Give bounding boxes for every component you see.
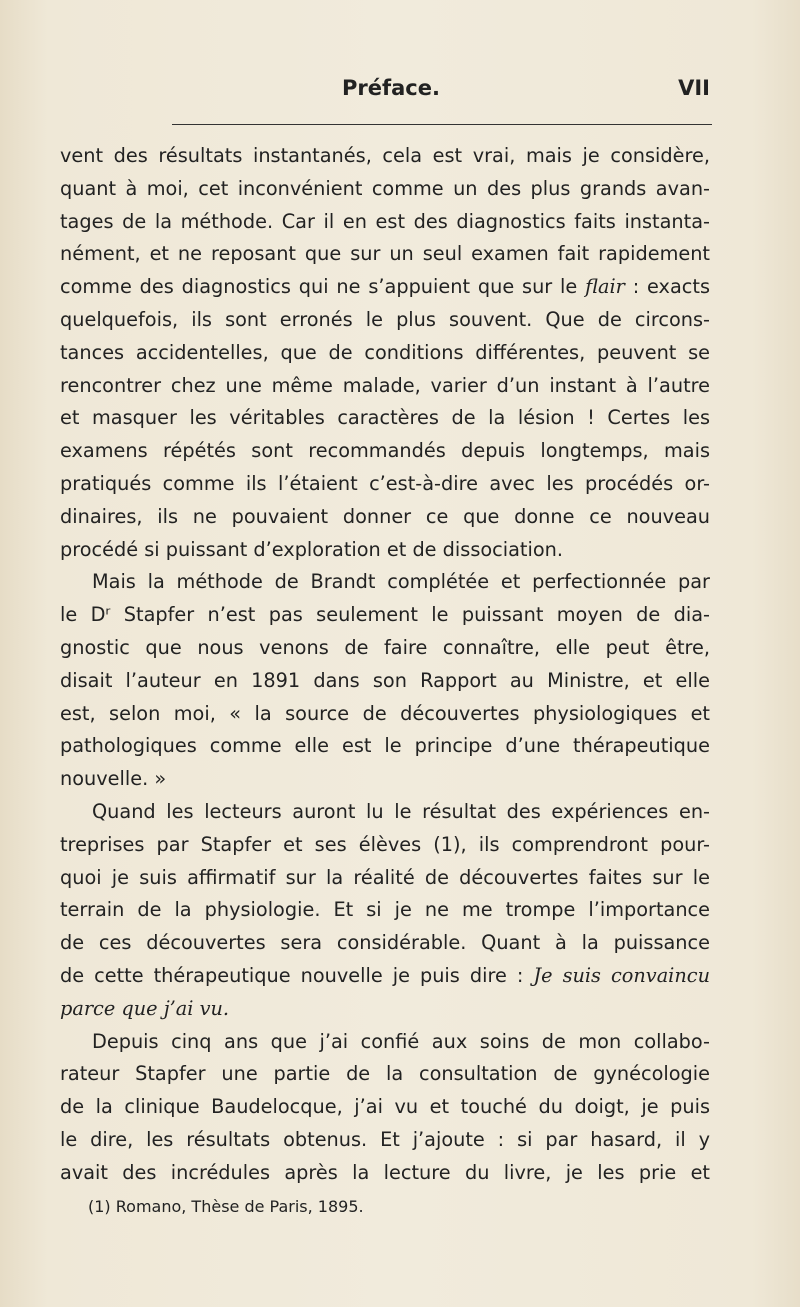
running-header	[60, 76, 710, 104]
text-line: est, selon moi, « la source de découvertes physiologiques et	[60, 701, 710, 725]
text-line: pratiqués comme ils l’étaient c’est-à-dire avec les procédés or-	[60, 471, 710, 495]
text-line: procédé si puissant d’exploration et de dissociation.	[60, 537, 563, 561]
text-line: tances accidentelles, que de conditions différentes, peuvent se	[60, 340, 710, 364]
italic-text: Je suis convaincu	[533, 963, 710, 987]
text-line	[60, 993, 710, 1026]
text-line: quoi je suis affirmatif sur la réalité de découvertes faites sur le	[60, 865, 710, 889]
text-line: vent des résultats instantanés, cela est vrai, mais je considère,	[60, 144, 710, 167]
text-line: avait des incrédules après la lecture du livre, je les prie et	[60, 1160, 710, 1184]
text-line: de ces découvertes sera considérable. Quant à la puissance	[60, 931, 710, 955]
text-line: et masquer les véritables caractères de la lésion ! Certes les	[60, 406, 710, 430]
text-line: nouvelle. »	[60, 767, 167, 791]
text-line: rateur Stapfer une partie de la consultation de gynécologie	[60, 1062, 710, 1086]
text-segment: comme des diagnostics qui ne s’appuient que sur le	[60, 275, 586, 299]
text-line: pathologiques comme elle est le principe d’une thérapeutique	[60, 734, 710, 758]
italic-text: parce que j’ai vu.	[60, 996, 230, 1020]
text-line: examens répétés sont recommandés depuis longtemps, mais	[60, 439, 710, 463]
text-line: rencontrer chez une même malade, varier d’un instant à l’autre	[60, 373, 710, 397]
text-line: dinaires, ils ne pouvaient donner ce que donne ce nouveau	[60, 504, 710, 528]
text-segment: : exacts	[624, 275, 710, 299]
text-line: nément, et ne reposant que sur un seul examen fait rapidement	[60, 242, 710, 266]
text-line	[60, 271, 710, 304]
text-line: le Dʳ Stapfer n’est pas seulement le puissant moyen de dia-	[60, 603, 710, 627]
text-line: Mais la méthode de Brandt complétée et perfectionnée par	[92, 570, 710, 594]
text-line: de la clinique Baudelocque, j’ai vu et touché du doigt, je puis	[60, 1095, 710, 1119]
text-line: le dire, les résultats obtenus. Et j’ajoute : si par hasard, il y	[60, 1127, 710, 1151]
text-line: quelquefois, ils sont erronés le plus souvent. Que de circons-	[60, 307, 710, 331]
footnote: (1) Romano, Thèse de Paris, 1895.	[88, 1197, 364, 1216]
text-line: tages de la méthode. Car il en est des diagnostics faits instanta-	[60, 209, 710, 233]
text-line: Depuis cinq ans que j’ai confié aux soins de mon collabo-	[92, 1029, 710, 1053]
header-title: Préface.	[342, 76, 440, 100]
text-line: quant à moi, cet inconvénient comme un des plus grands avan-	[60, 176, 710, 200]
text-line: treprises par Stapfer et ses élèves (1), ils comprendront pour-	[60, 832, 710, 856]
text-line: disait l’auteur en 1891 dans son Rapport au Ministre, et elle	[60, 668, 710, 692]
text-line: gnostic que nous venons de faire connaître, elle peut être,	[60, 635, 710, 659]
body-text	[60, 140, 710, 1190]
page-number: VII	[678, 76, 710, 100]
text-segment: de cette thérapeutique nouvelle je puis dire :	[60, 963, 534, 987]
text-line: terrain de la physiologie. Et si je ne me trompe l’importance	[60, 898, 710, 922]
italic-text: flair	[585, 275, 625, 299]
text-line: Quand les lecteurs auront lu le résultat des expériences en-	[92, 799, 710, 823]
text-line	[60, 960, 710, 993]
header-rule	[172, 124, 712, 125]
